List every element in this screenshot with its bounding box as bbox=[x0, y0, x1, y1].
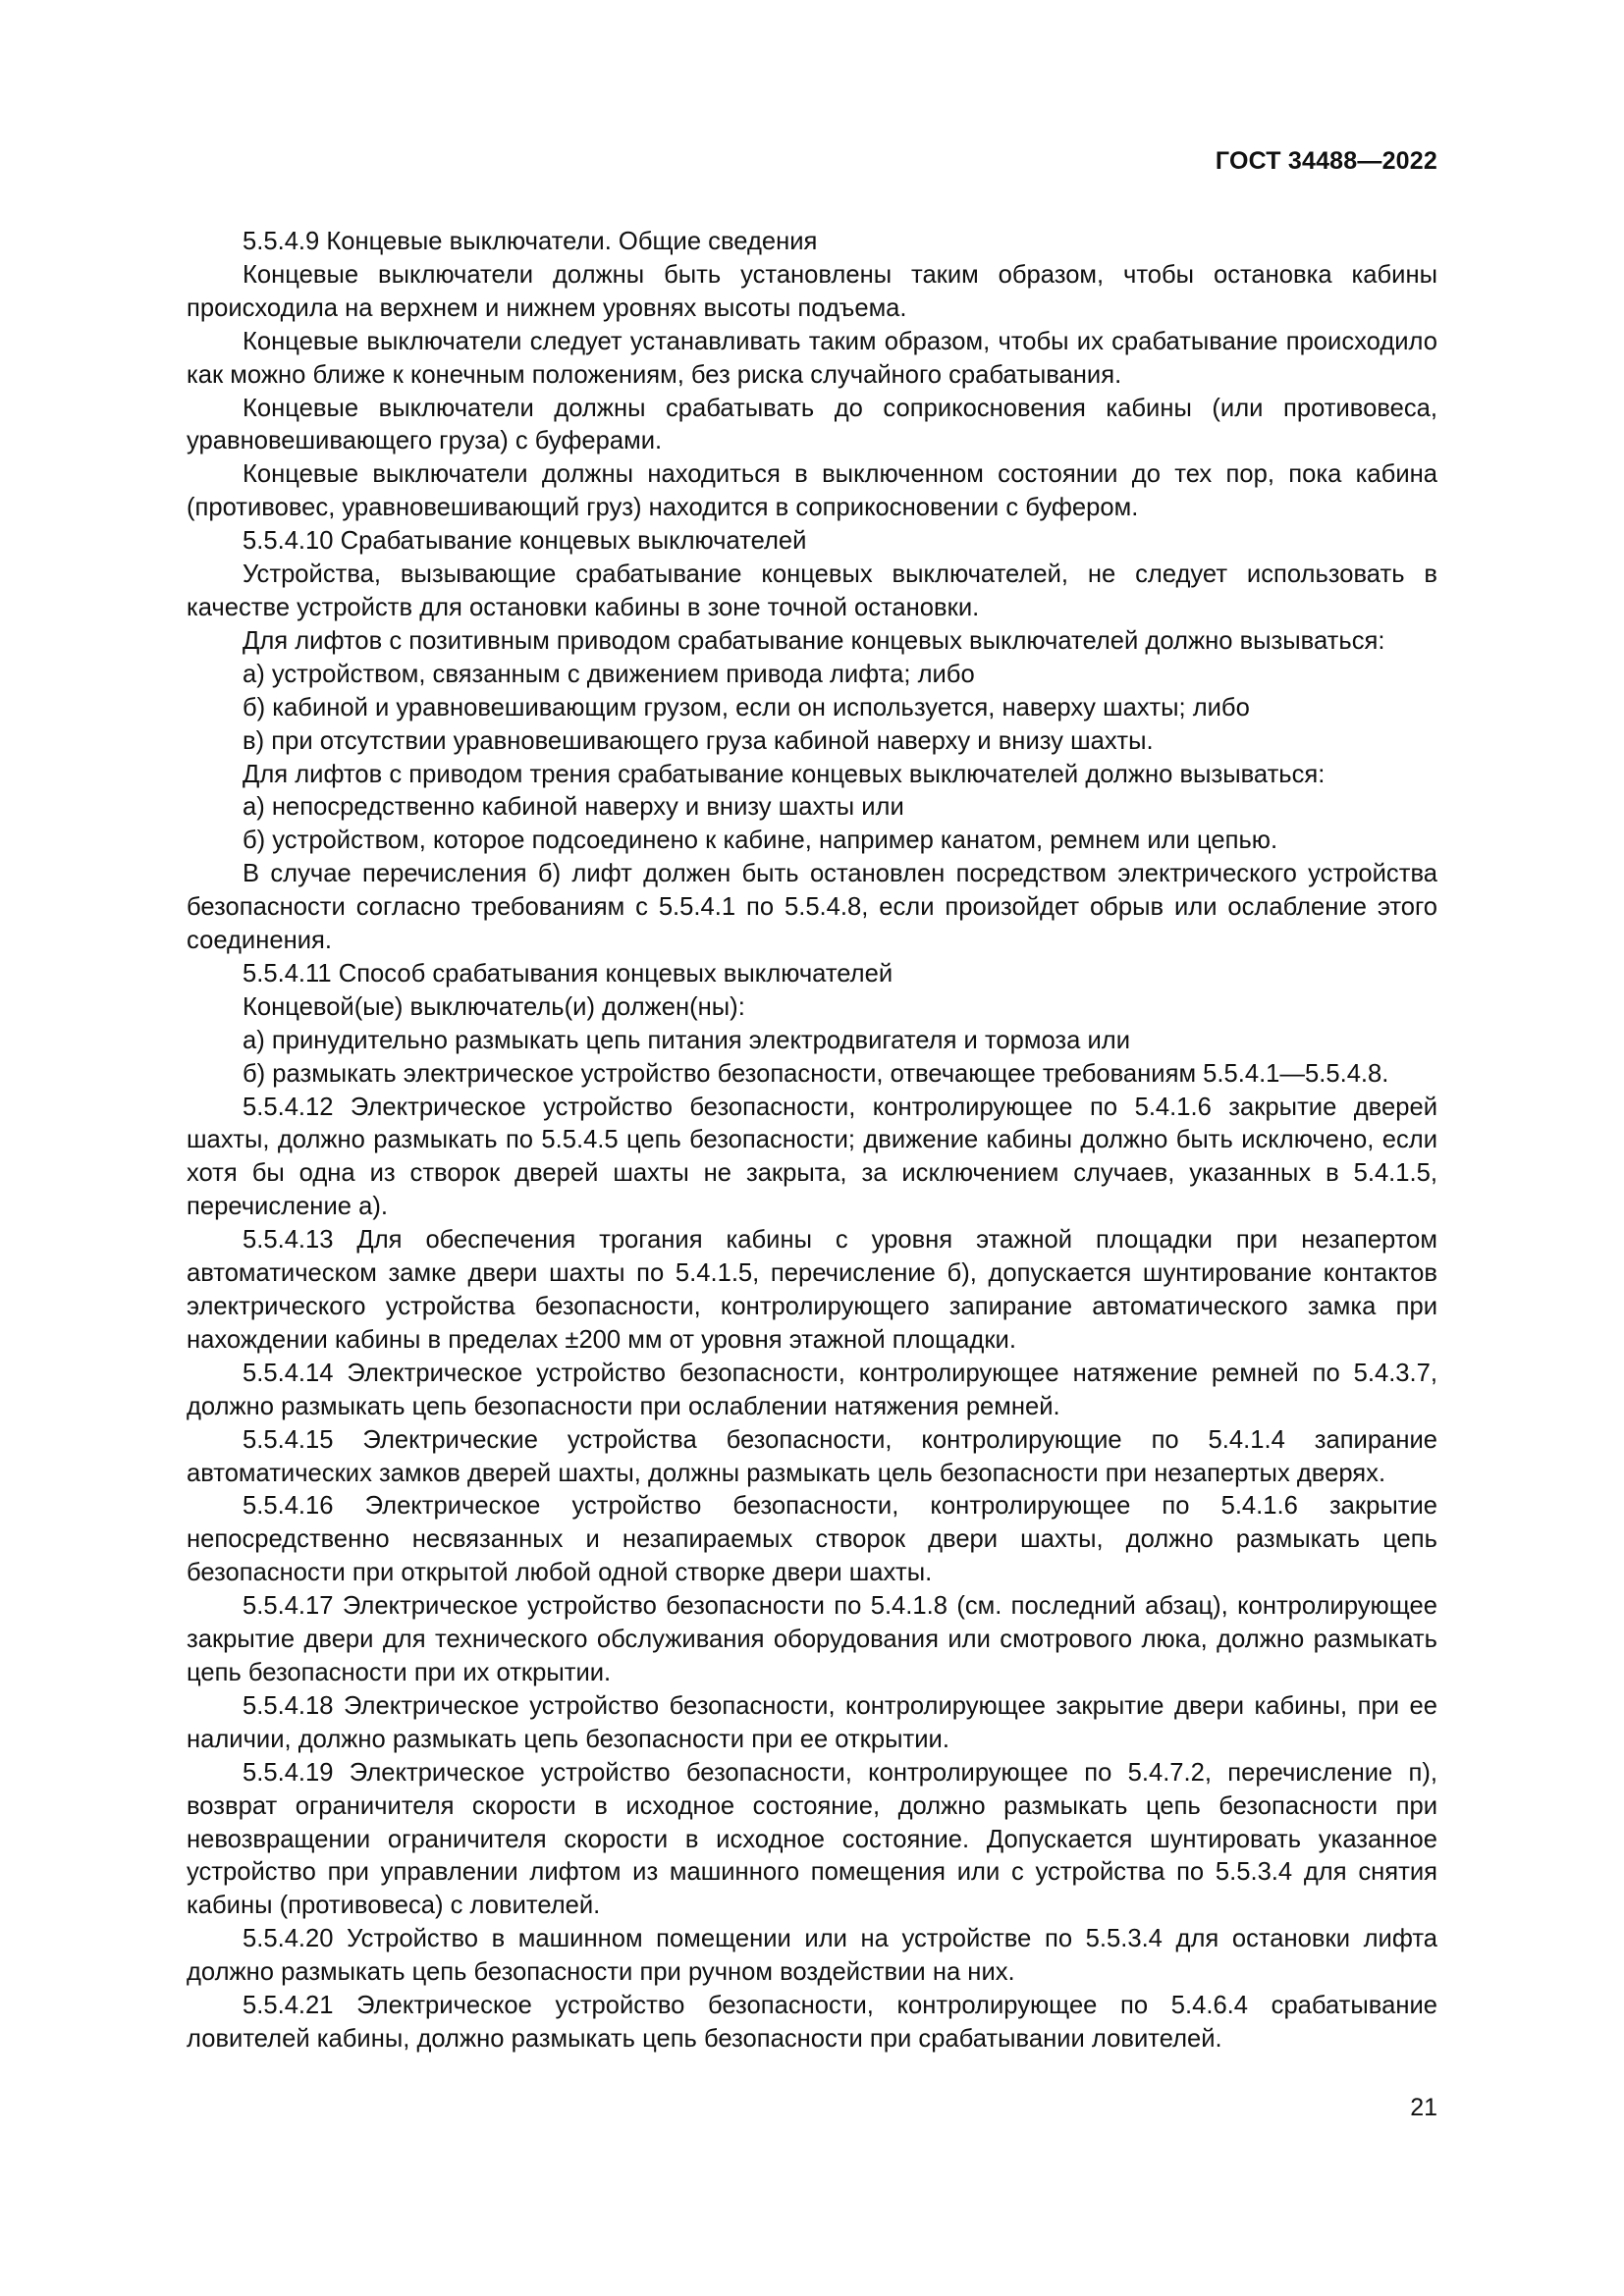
list-item: б) кабиной и уравновешивающим грузом, если он используется, наверху шахты; либо bbox=[243, 693, 1250, 721]
paragraph: 5.5.4.20 Устройство в машинном помещении или на устройстве по 5.5.3.4 для остановки лифта должно размыкать цепь безопасности при ручном воздействии на них. bbox=[187, 1925, 1437, 1987]
paragraph: 5.5.4.15 Электрические устройства безопасности, контролирующие по 5.4.1.4 запирание автоматических замков дверей шахты, должны размыкать цель безопасности при незапертых дверях. bbox=[187, 1425, 1437, 1487]
paragraph: Концевые выключатели должны быть установлены таким образом, чтобы остановка кабины происходила на верхнем и нижнем уровнях высоты подъема. bbox=[187, 260, 1437, 322]
paragraph: Концевой(ые) выключатель(и) должен(ны): bbox=[243, 992, 745, 1021]
list-item: б) устройством, которое подсоединено к кабине, например канатом, ремнем или цепью. bbox=[243, 827, 1278, 855]
paragraph: 5.5.4.19 Электрическое устройство безопасности, контролирующее по 5.4.7.2, перечисление п), возврат ограничителя скорости в исходное состояние, должно размыкать цепь безопасности при невозвращении ограничителя скорости в исходное состояние. Допускается шунтировать указанное устройство при управлении лифтом из машинного помещения или с устройства по 5.5.3.4 для снятия кабины (противовеса) с ловителей. bbox=[187, 1758, 1437, 1920]
list-item: а) непосредственно кабиной наверху и внизу шахты или bbox=[243, 793, 904, 822]
section-heading: 5.5.4.9 Концевые выключатели. Общие сведения bbox=[243, 228, 818, 255]
paragraph: Для лифтов с позитивным приводом срабатывание концевых выключателей должно вызываться: bbox=[243, 626, 1385, 655]
list-item: а) принудительно размыкать цепь питания электродвигателя и тормоза или bbox=[243, 1026, 1131, 1054]
list-item: б) размыкать электрическое устройство безопасности, отвечающее требованиям 5.5.4.1—5.5.4.8. bbox=[243, 1059, 1389, 1088]
list-item: в) при отсутствии уравновешивающего груза кабиной наверху и внизу шахты. bbox=[243, 726, 1154, 755]
paragraph: 5.5.4.17 Электрическое устройство безопасности по 5.4.1.8 (см. последний абзац), контролирующее закрытие двери для технического обслуживания оборудования или смотрового люка, должно размыкать цепь безопасности при их открытии. bbox=[187, 1592, 1437, 1686]
paragraph: Концевые выключатели должны срабатывать до соприкосновения кабины (или противовеса, уравновешивающего груза) с буферами. bbox=[187, 394, 1437, 455]
paragraph: 5.5.4.16 Электрическое устройство безопасности, контролирующее по 5.4.1.6 закрытие непосредственно несвязанных и незапираемых створок двери шахты, должно размыкать цепь безопасности при открытой любой одной створке двери шахты. bbox=[187, 1492, 1437, 1587]
paragraph: 5.5.4.12 Электрическое устройство безопасности, контролирующее по 5.4.1.6 закрытие дверей шахты, должно размыкать по 5.5.4.5 цепь безопасности; движение кабины должно быть исключено, если хотя бы одна из створок дверей шахты не закрыта, за исключением случаев, указанных в 5.4.1.5, перечисление а). bbox=[187, 1093, 1437, 1221]
paragraph: 5.5.4.13 Для обеспечения трогания кабины с уровня этажной площадки при незапертом автоматическом замке двери шахты по 5.4.1.5, перечисление б), допускается шунтирование контактов электрического устройства безопасности, контролирующего запирание автоматического замка при нахождении кабины в пределах ±200 мм от уровня этажной площадки. bbox=[187, 1226, 1437, 1354]
paragraph: 5.5.4.21 Электрическое устройство безопасности, контролирующее по 5.4.6.4 срабатывание ловителей кабины, должно размыкать цепь безопасности при срабатывании ловителей. bbox=[187, 1992, 1437, 2053]
document-body bbox=[187, 226, 1437, 2056]
paragraph: 5.5.4.18 Электрическое устройство безопасности, контролирующее закрытие двери кабины, при ее наличии, должно размыкать цепь безопасности при ее открытии. bbox=[187, 1691, 1437, 1753]
paragraph: 5.5.4.14 Электрическое устройство безопасности, контролирующее натяжение ремней по 5.4.3.7, должно размыкать цепь безопасности при ослаблении натяжения ремней. bbox=[187, 1359, 1437, 1420]
section-heading: 5.5.4.10 Срабатывание концевых выключателей bbox=[243, 527, 807, 556]
paragraph: Концевые выключатели следует устанавливать таким образом, чтобы их срабатывание происходило как можно ближе к конечным положениям, без риска случайного срабатывания. bbox=[187, 327, 1437, 389]
paragraph: Устройства, вызывающие срабатывание концевых выключателей, не следует использовать в качестве устройств для остановки кабины в зоне точной остановки. bbox=[187, 561, 1437, 621]
paragraph: В случае перечисления б) лифт должен быть остановлен посредством электрического устройства безопасности согласно требованиям с 5.5.4.1 по 5.5.4.8, если произойдет обрыв или ослабление этого соединения. bbox=[187, 860, 1437, 955]
page-number: 21 bbox=[1410, 2094, 1437, 2121]
paragraph: Для лифтов с приводом трения срабатывание концевых выключателей должно вызываться: bbox=[243, 760, 1326, 788]
document-code: ГОСТ 34488—2022 bbox=[1215, 147, 1437, 175]
paragraph: Концевые выключатели должны находиться в выключенном состоянии до тех пор, пока кабина (противовес, уравновешивающий груз) находится в соприкосновении с буфером. bbox=[187, 460, 1437, 522]
section-heading: 5.5.4.11 Способ срабатывания концевых выключателей bbox=[243, 959, 893, 988]
list-item: а) устройством, связанным с движением привода лифта; либо bbox=[243, 660, 975, 688]
